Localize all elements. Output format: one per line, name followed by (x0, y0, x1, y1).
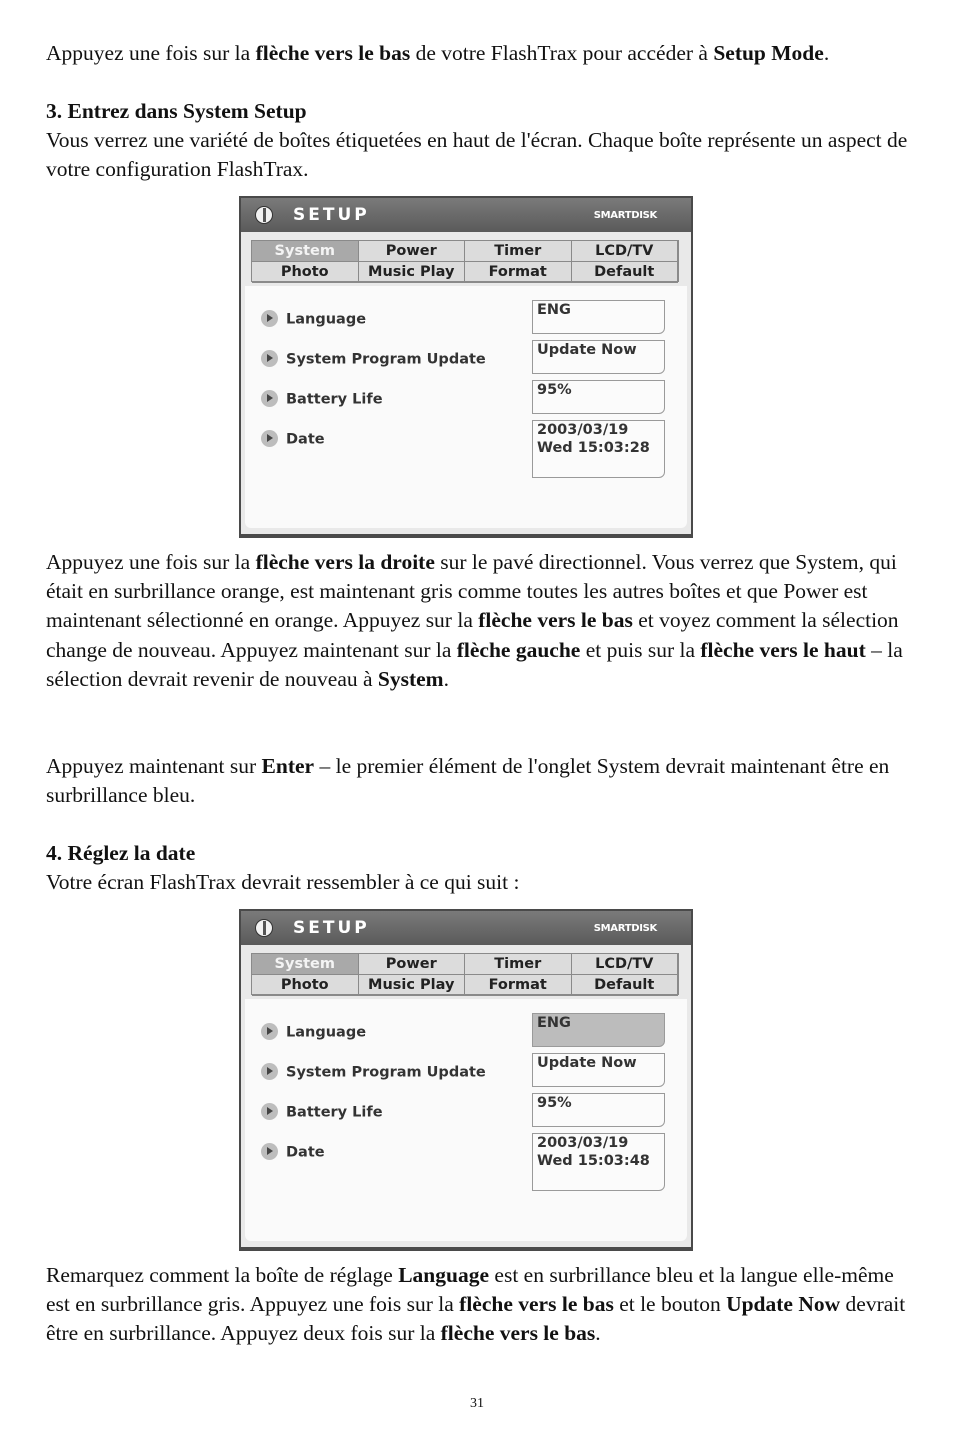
tab-lcd-tv[interactable]: LCD/TV (572, 241, 679, 262)
tab-music-play[interactable]: Music Play (359, 975, 466, 996)
nav-text-6: . (443, 666, 449, 691)
enter-bold: Enter (261, 754, 315, 778)
brand-logo: SMARTDISK (593, 923, 657, 934)
update-now-button[interactable]: Update Now (532, 1053, 665, 1087)
nav-text-3: et voyez comment la sélection change de nouveau. Appuyez maintenant sur la (46, 608, 899, 662)
enter-paragraph (46, 752, 916, 810)
setting-label: Battery Life (286, 391, 383, 408)
tab-photo[interactable]: Photo (252, 262, 359, 283)
remark-text-5: . (595, 1321, 601, 1346)
page-number: 31 (470, 1396, 484, 1411)
update-now-button[interactable]: Update Now (532, 340, 665, 374)
tab-format[interactable]: Format (465, 262, 572, 283)
battery-value-box: 95% (532, 1093, 665, 1127)
setting-language[interactable] (261, 1024, 366, 1041)
nav-bold-2: flèche vers le bas (478, 608, 633, 633)
nav-text-1: Appuyez une fois sur la (46, 550, 256, 574)
section-4-heading: 4. Réglez la date (46, 841, 196, 865)
date-value-box[interactable] (532, 420, 665, 478)
tab-grid (251, 240, 679, 282)
nav-bold-5: System (377, 666, 444, 691)
remark-text-2: est en surbrillance bleu et la langue elle-même est en surbrillance gris. Appuyez une fois sur la (46, 1263, 894, 1317)
language-value-box[interactable]: ENG (532, 1013, 665, 1047)
settings-panel (245, 999, 687, 1241)
intro-bold-setup-mode: Setup Mode (713, 41, 824, 65)
battery-value-box: 95% (532, 380, 665, 414)
setup-screen-1 (239, 196, 693, 538)
time-value: Wed 15:03:28 (537, 440, 650, 456)
section-3-body: Vous verrez une variété de boîtes étiquetées en haut de l'écran. Chaque boîte représente un aspect de votre configuration FlashTrax. (46, 128, 908, 182)
nav-text-2: sur le pavé directionnel. Vous verrez que System, qui était en surbrillance orange, est maintenant gris comme toutes les autres boîtes et que Power est maintenant sélectionné en orange. Appuyez sur la (46, 550, 897, 633)
screen-title: SETUP (293, 205, 370, 225)
section-3 (46, 97, 916, 185)
intro-text-2: de votre FlashTrax pour accéder à (410, 41, 714, 65)
setting-system-program-update[interactable] (261, 1064, 486, 1081)
time-value: Wed 15:03:48 (537, 1153, 650, 1169)
setting-date[interactable] (261, 1144, 325, 1161)
setting-language[interactable] (261, 311, 366, 328)
setup-screen-2 (239, 909, 693, 1251)
arrow-right-icon (261, 390, 278, 407)
intro-text-1: Appuyez une fois sur la (46, 41, 256, 65)
remark-text-4: devrait être en surbrillance. Appuyez deux fois sur la (46, 1292, 906, 1346)
date-value-box[interactable] (532, 1133, 665, 1191)
setting-label: System Program Update (286, 1064, 486, 1081)
remark-paragraph (46, 1261, 916, 1349)
date-value: 2003/03/19 (537, 1135, 629, 1151)
titlebar (241, 911, 691, 945)
tab-default[interactable]: Default (572, 262, 679, 283)
remark-bold-3: Update Now (726, 1292, 841, 1317)
settings-panel (245, 286, 687, 528)
setting-system-program-update[interactable] (261, 351, 486, 368)
remark-text-1: Remarquez comment la boîte de réglage (46, 1263, 399, 1287)
screen-title: SETUP (293, 918, 370, 938)
arrow-right-icon (261, 1023, 278, 1040)
tab-timer[interactable]: Timer (465, 241, 572, 262)
section-3-heading: 3. Entrez dans System Setup (46, 99, 307, 123)
tab-timer[interactable]: Timer (465, 954, 572, 975)
setting-label: Language (286, 1024, 367, 1041)
nav-text-4: et puis sur la (580, 637, 701, 662)
remark-bold-2: flèche vers le bas (459, 1292, 614, 1317)
arrow-right-icon (261, 1063, 278, 1080)
arrow-right-icon (261, 310, 278, 327)
intro-text-3: . (823, 41, 830, 65)
brand-logo: SMARTDISK (593, 210, 657, 221)
setting-battery-life[interactable] (261, 1104, 383, 1121)
setting-label: Battery Life (286, 1104, 383, 1121)
tab-default[interactable]: Default (572, 975, 679, 996)
setting-label: Date (286, 1144, 325, 1161)
section-4-body: Votre écran FlashTrax devrait ressembler à ce qui suit : (46, 870, 520, 895)
nav-text-5: – la sélection devrait revenir de nouveau à (46, 637, 903, 691)
tab-system[interactable]: System (252, 241, 359, 262)
tab-system[interactable]: System (252, 954, 359, 975)
enter-text-1: Appuyez maintenant sur (46, 754, 262, 778)
setting-label: System Program Update (286, 351, 486, 368)
remark-bold-4: flèche vers le bas (440, 1321, 596, 1346)
section-4 (46, 839, 916, 897)
nav-bold-3: flèche gauche (456, 637, 581, 662)
flashtrax-logo-icon (255, 206, 273, 224)
arrow-right-icon (261, 430, 278, 447)
tab-music-play[interactable]: Music Play (359, 262, 466, 283)
nav-bold-1: flèche vers la droite (255, 550, 435, 574)
navigation-paragraph (46, 548, 916, 694)
setting-battery-life[interactable] (261, 391, 383, 408)
setting-date[interactable] (261, 431, 325, 448)
tab-power[interactable]: Power (359, 954, 466, 975)
arrow-right-icon (261, 350, 278, 367)
nav-bold-4: flèche vers le haut (700, 637, 866, 662)
setting-label: Date (286, 431, 325, 448)
arrow-right-icon (261, 1143, 278, 1160)
tab-lcd-tv[interactable]: LCD/TV (572, 954, 679, 975)
language-value-box[interactable]: ENG (532, 300, 665, 334)
tab-grid (251, 953, 679, 995)
tab-power[interactable]: Power (359, 241, 466, 262)
flashtrax-logo-icon (255, 919, 273, 937)
setting-label: Language (286, 311, 367, 328)
intro-paragraph (46, 39, 916, 68)
intro-bold-down-arrow: flèche vers le bas (255, 41, 411, 65)
tab-format[interactable]: Format (465, 975, 572, 996)
remark-text-3: et le bouton (613, 1292, 727, 1317)
remark-bold-1: Language (398, 1263, 490, 1287)
titlebar (241, 198, 691, 232)
date-value: 2003/03/19 (537, 422, 629, 438)
enter-text-2: – le premier élément de l'onglet System devrait maintenant être en surbrillance bleu. (46, 754, 890, 808)
arrow-right-icon (261, 1103, 278, 1120)
tab-photo[interactable]: Photo (252, 975, 359, 996)
